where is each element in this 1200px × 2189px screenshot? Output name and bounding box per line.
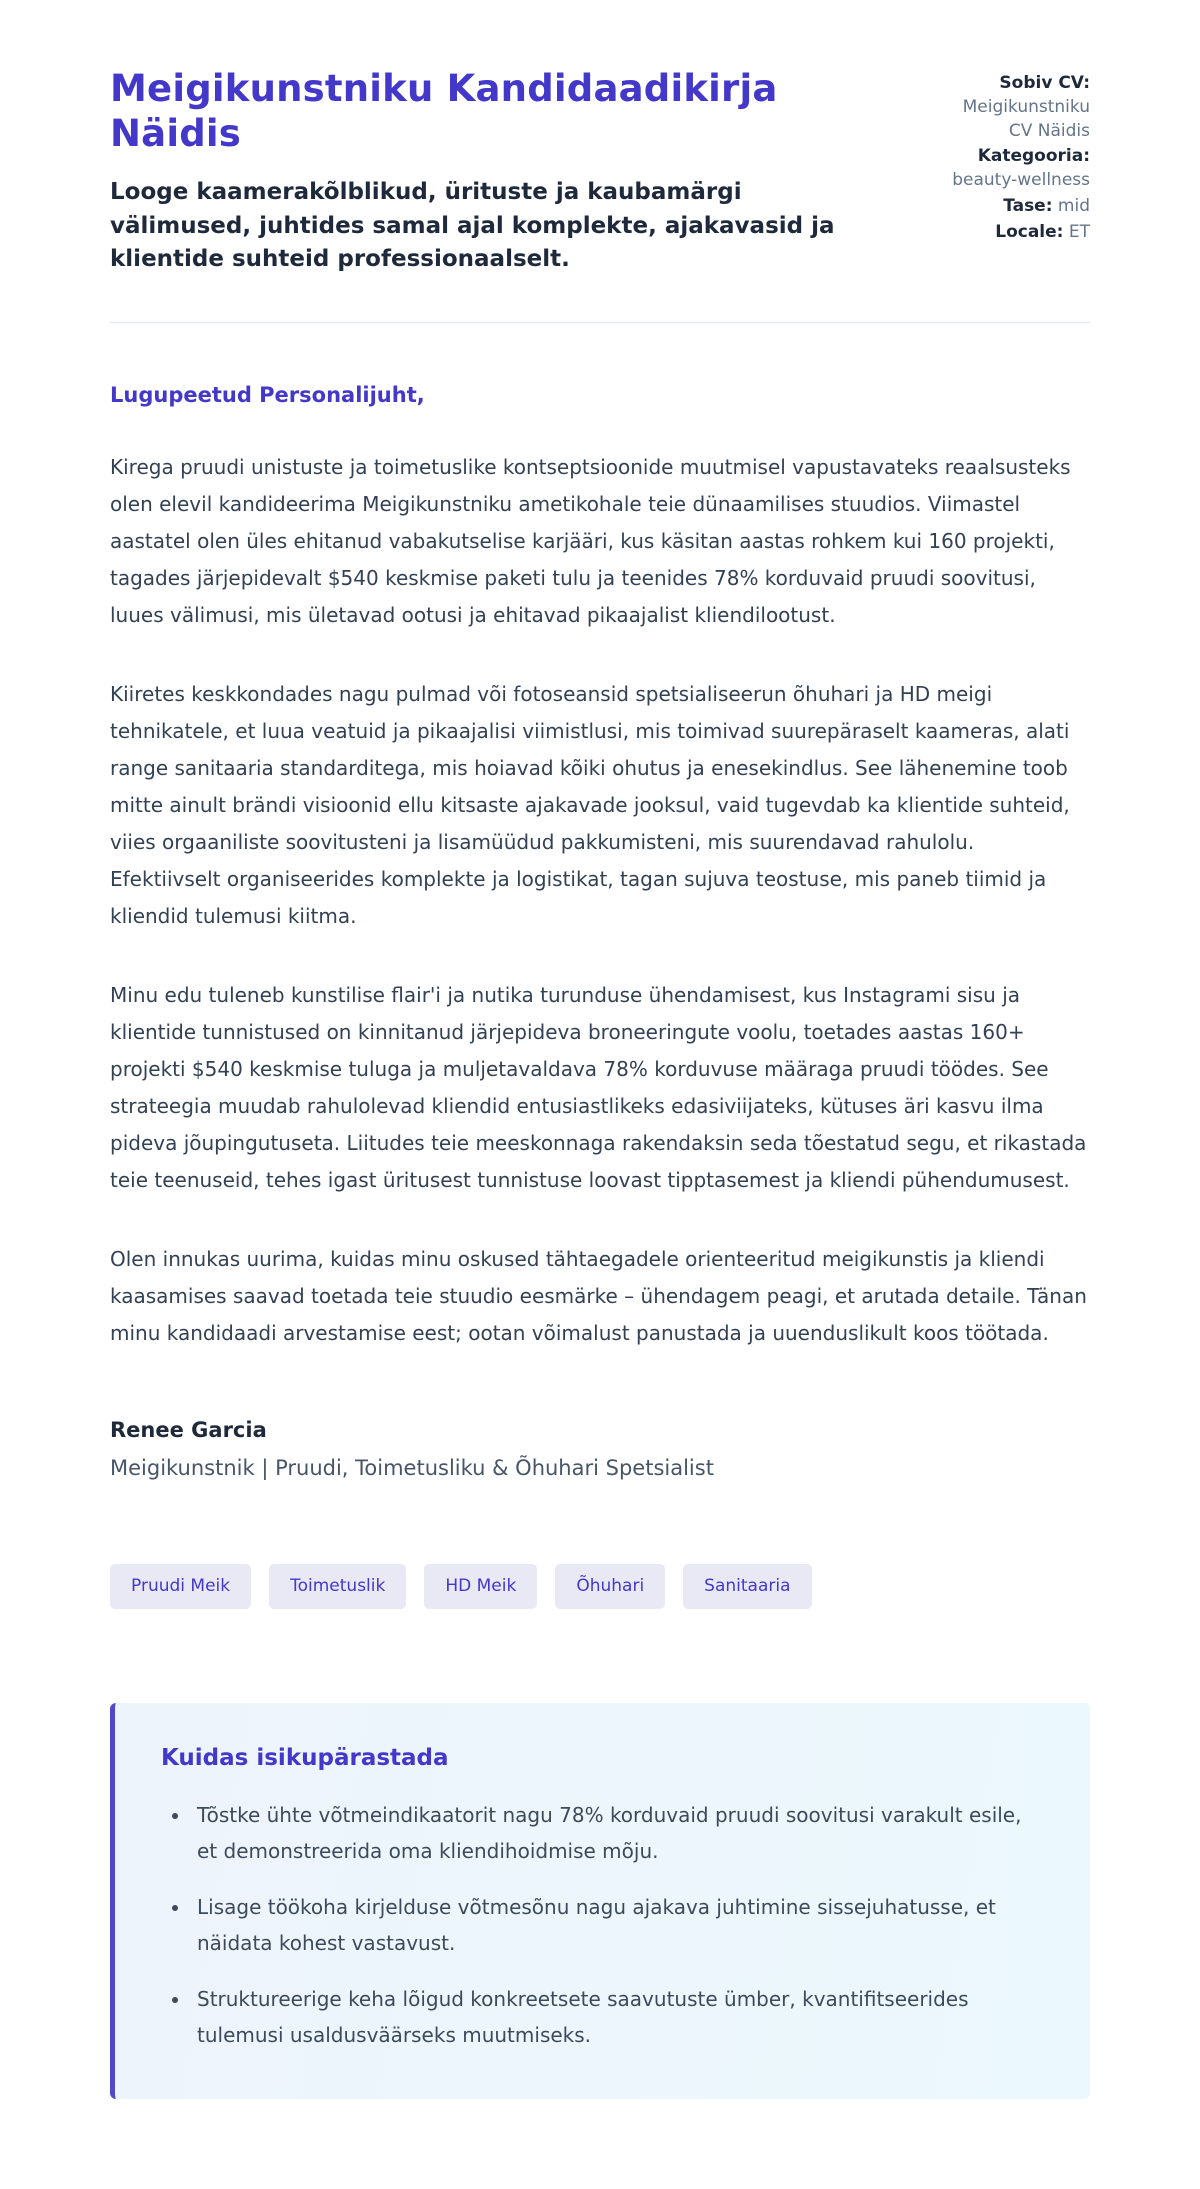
- letter-paragraph: Olen innukas uurima, kuidas minu oskused tähtaegadele orienteeritud meigikunstis ja kliendi kaasamises saavad toetada teie stuudio eesmärke – ühendagem peagi, et arutada detaile. Tänan minu kandidaadi arvestamise eest; ootan võimalust panustada ja uuenduslikult koos töötada.: [110, 1247, 1087, 1346]
- tips-item: • Tõstke ühte võtmeindikaatorit nagu 78% korduvaid pruudi soovitusi varakult esile, et demonstreerida oma kliendihoidmise mõju.: [191, 1797, 1044, 1869]
- meta-matching-cv-label: Sobiv CV:: [999, 73, 1090, 93]
- tips-list: [161, 1797, 1044, 2053]
- meta-matching-cv: [938, 72, 1090, 143]
- page-title: Meigikunstniku Kandidaadikirja Näidis: [110, 67, 778, 156]
- letter-paragraph: Kirega pruudi unistuste ja toimetuslike kontseptsioonide muutmisel vapustavateks reaalsusteks olen elevil kandideerima Meigikunstniku ametikohale teie dünaamilises stuudios. Viimastel aastatel olen üles ehitanud vabakutselise karjääri, kus käsitan aastas rohkem kui 160 projekti, tagades järjepidevalt $540 keskmise paketi tulu ja teenides 78% korduvaid pruudi soovitusi, luues välimusi, mis ületavad ootusi ja ehitavad pikaajalist kliendilootust.: [110, 455, 1071, 628]
- skill-tags: [110, 1564, 1090, 1609]
- skill-tag: HD Meik: [424, 1564, 537, 1609]
- header-title-block: [110, 66, 880, 276]
- meta-locale-value: ET: [1068, 221, 1090, 242]
- tips-title: Kuidas isikupärastada: [161, 1745, 449, 1772]
- page-subtitle: Looge kaamerakõlblikud, ürituste ja kaubamärgi välimused, juhtides samal ajal komplekte, ajakavasid ja klientide suhteid professionaalselt.: [110, 179, 835, 272]
- meta-locale: [938, 221, 1090, 245]
- letter-greeting: Lugupeetud Personalijuht,: [110, 383, 425, 408]
- skill-tag: Pruudi Meik: [110, 1564, 251, 1609]
- meta-category-value: beauty-wellness: [952, 170, 1090, 191]
- meta-category: [938, 145, 1090, 193]
- header-meta: [938, 66, 1090, 276]
- letter-paragraph: Kiiretes keskkondades nagu pulmad või fotoseansid spetsialiseerun õhuhari ja HD meigi tehnikatele, et luua veatuid ja pikaajalisi viimistlusi, mis toimivad suurepäraselt kaameras, alati range sanitaaria standarditega, mis hoiavad kõiki ohutus ja enesekindlus. See lähenemine toob mitte ainult brändi visioonid ellu kitsaste ajakavade jooksul, vaid tugevdab ka klientide suhteid, viies orgaaniliste soovitusteni ja lisamüüdud pakkumisteni, mis suurendavad rahulolu. Efektiivselt organiseerides komplekte ja logistikat, tagan sujuva teostuse, mis paneb tiimid ja kliendid tulemusi kiitma.: [110, 682, 1070, 929]
- meta-level-label: Tase:: [1003, 195, 1053, 216]
- meta-level-value: mid: [1057, 195, 1090, 216]
- letter-paragraph: Minu edu tuleneb kunstilise flair'i ja nutika turunduse ühendamisest, kus Instagrami sisu ja klientide tunnistused on kinnitanud järjepideva broneeringute voolu, toetades aastas 160+ projekti $540 keskmise tuluga ja muljetavaldava 78% korduvuse määraga pruudi töödes. See strateegia muudab rahulolevad kliendid entusiastlikeks edasiviijateks, kütuses äri kasvu ilma pideva jõupingutuseta. Liitudes teie meeskonnaga rakendaksin seda tõestatud segu, et rikastada teie teenuseid, tehes igast üritusest tunnistuse loovast tipptasemest ja kliendi pühendumusest.: [110, 983, 1087, 1193]
- meta-locale-label: Locale:: [995, 221, 1064, 242]
- signature-title: Meigikunstnik | Pruudi, Toimetusliku & Õhuhari Spetsialist: [110, 1456, 714, 1481]
- personalization-tips-box: [110, 1703, 1090, 2099]
- meta-matching-cv-value: Meigikunstniku CV Näidis: [962, 96, 1090, 141]
- tips-item: • Lisage töökoha kirjelduse võtmesõnu nagu ajakava juhtimine sissejuhatusse, et näidata kohest vastavust.: [191, 1889, 1044, 1961]
- meta-category-label: Kategooria:: [977, 146, 1090, 167]
- signature-name: Renee Garcia: [110, 1418, 267, 1443]
- header-divider: [110, 322, 1090, 323]
- tips-item: • Struktureerige keha lõigud konkreetsete saavutuste ümber, kvantifitseerides tulemusi usaldusväärseks muutmiseks.: [191, 1981, 1044, 2053]
- skill-tag: Õhuhari: [555, 1564, 665, 1609]
- meta-level: [938, 195, 1090, 219]
- page-header: [110, 66, 1090, 276]
- skill-tag: Sanitaaria: [683, 1564, 811, 1609]
- skill-tag: Toimetuslik: [269, 1564, 406, 1609]
